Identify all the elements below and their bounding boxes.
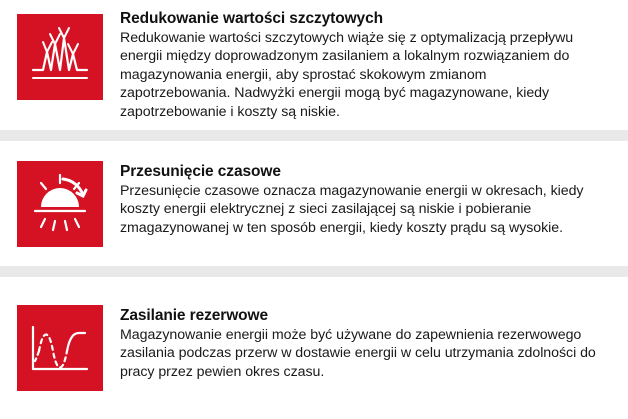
card-time-shift [0, 141, 628, 266]
card-body: Przesunięcie czasowe oznacza magazynowanie energii w okresach, kiedy koszty energii elektrycznej z sieci zasilającej są niskie i pobieranie zmagazynowanej w ten sposób energii, kiedy koszty prądu są wysokie. [120, 182, 584, 236]
card-title: Zasilanie rezerwowe [120, 307, 268, 324]
card-peak-shaving [0, 0, 628, 130]
card-backup-power [0, 277, 628, 419]
card-body: Redukowanie wartości szczytowych wiąże się z optymalizacją przepływu energii między doprowadzonym zasilaniem a lokalnym rozwiązaniem do magazynowania energii, aby sprostać skokowym zmianom zapotrzebowania. Nadwyżki energii mogą być magazynowane, kiedy zapotrzebowanie i koszty są niskie. [120, 29, 574, 120]
card-text-time-shift [120, 163, 608, 237]
card-text-backup-power [120, 307, 608, 381]
card-text-peak-shaving [120, 10, 608, 121]
backup-power-icon [17, 305, 103, 391]
card-title: Przesunięcie czasowe [120, 163, 281, 180]
card-body: Magazynowanie energii może być używane do zapewnienia rezerwowego zasilania podczas przerw w dostawie energii w celu utrzymania zdolności do pracy przez pewien okres czasu. [120, 326, 596, 380]
time-shift-icon [17, 161, 103, 247]
peak-shaving-icon [17, 14, 103, 100]
card-title: Redukowanie wartości szczytowych [120, 10, 383, 27]
